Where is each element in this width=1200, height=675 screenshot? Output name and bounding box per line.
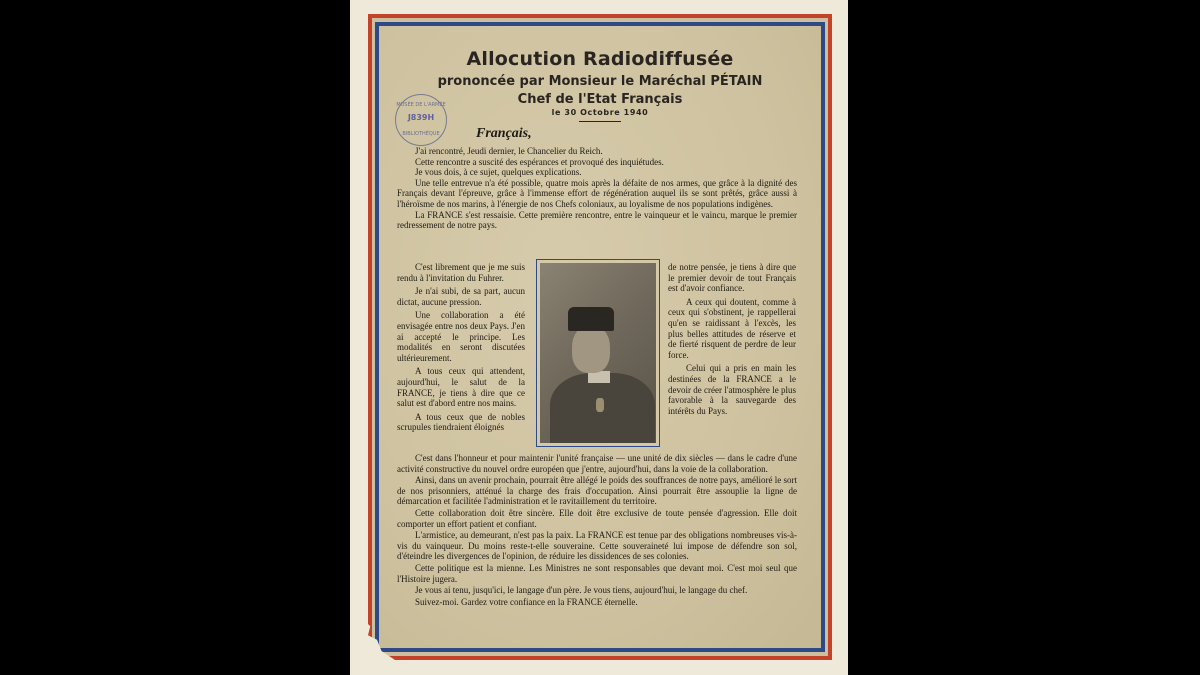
portrait-medal [596, 398, 604, 412]
left-paragraph: A tous ceux qui attendent, aujourd'hui, le salut de la FRANCE, je tiens à dire que ce salut est d'abord entre nos mains. [397, 366, 525, 409]
left-paragraph: Je n'ai subi, de sa part, aucun dictat, aucune pression. [397, 286, 525, 307]
poster-office: Chef de l'Etat Français [517, 92, 683, 107]
closing-paragraph: Ainsi, dans un avenir prochain, pourrait être allégé le poids des souffrances de notre pays, amélioré le sort de nos prisonniers, atténué la charge des frais d'occupation. Ainsi pourrait être assouplie la ligne de démarcation et facilitée l'administration et le ravitaillement du territoire. [397, 475, 797, 507]
library-stamp [395, 94, 447, 146]
intro-paragraph: Je vous dois, à ce sujet, quelques explications. [415, 167, 582, 178]
closing-section [397, 453, 797, 608]
poster-title: Allocution Radiodiffusée [466, 48, 734, 70]
right-paragraph: de notre pensée, je tiens à dire que le premier devoir de tout Français est d'avoir confiance. [668, 262, 796, 294]
portrait-face [572, 325, 610, 373]
salutation: Français, [476, 126, 532, 141]
closing-paragraph: C'est dans l'honneur et pour maintenir l'unité française — une unité de dix siècles — dans le cadre d'une activité constructive du nouvel ordre européen que j'entre, aujourd'hui, dans la voie de la collaboration. [397, 453, 797, 474]
poster-content [379, 26, 821, 648]
left-paragraph: Une collaboration a été envisagée entre nos deux Pays. J'en ai accepté le principe. Les modalités en seront discutées ultérieurement. [397, 310, 525, 363]
stamp-top-text: MUSÉE DE L'ARMÉE [396, 102, 446, 108]
closing-paragraph: L'armistice, au demeurant, n'est pas la paix. La FRANCE est tenue par des obligations nombreuses vis-à-vis du vainqueur. Du moins reste-t-elle souveraine. Cette souveraineté lui impose de défendre son sol, d'éteindre les divergences de l'opinion, de réduire les dissidences de ses colonies. [397, 530, 797, 562]
left-column [397, 262, 525, 436]
intro-paragraph: La FRANCE s'est ressaisie. Cette première rencontre, entre le vainqueur et le vaincu, marque le premier redressement de notre pays. [397, 209, 797, 231]
closing-paragraph: Je vous ai tenu, jusqu'ici, le langage d'un père. Je vous tiens, aujourd'hui, le langage du chef. [415, 585, 748, 596]
intro-paragraph: Cette rencontre a suscité des espérances et provoqué des inquiétudes. [415, 156, 664, 167]
portrait-kepi [568, 307, 614, 331]
left-paragraph: A tous ceux que de nobles scrupules tiendraient éloignés [397, 411, 525, 433]
stamp-number: J839H [407, 113, 435, 122]
date-underline [579, 121, 621, 122]
right-column [668, 262, 796, 419]
poster-date: le 30 Octobre 1940 [551, 108, 649, 117]
right-paragraph: Celui qui a pris en main les destinées de la FRANCE a le devoir de créer l'atmosphère le plus favorable à la sauvegarde des intérêts du Pays. [668, 363, 796, 416]
intro-paragraph: Une telle entrevue n'a été possible, quatre mois après la défaite de nos armes, que grâce à la dignité des Français devant l'épreuve, grâce à l'immense effort de régénération auquel ils se sont prêtés, grâce aussi à l'héroïsme de nos marins, à l'énergie de nos Chefs coloniaux, au loyalisme de nos populations indigènes. [397, 177, 797, 209]
closing-paragraph: Suivez-moi. Gardez votre confiance en la FRANCE éternelle. [415, 596, 638, 607]
closing-paragraph: Cette politique est la mienne. Les Ministres ne sont responsables que devant moi. C'est moi seul que l'Histoire jugera. [397, 562, 797, 584]
closing-paragraph: Cette collaboration doit être sincère. Elle doit être exclusive de toute pensée d'agression. Elle doit comporter un effort patient et confiant. [397, 507, 797, 529]
intro-paragraph: J'ai rencontré, Jeudi dernier, le Chancelier du Reich. [415, 146, 603, 156]
portrait-photo [540, 263, 656, 443]
left-paragraph: C'est librement que je me suis rendu à l'invitation du Fuhrer. [397, 262, 525, 283]
intro-section [397, 146, 797, 231]
right-paragraph: A ceux qui doutent, comme à ceux qui s'obstinent, je rappellerai qu'en se raidissant à l'excès, les plus belles attitudes de réserve et de fierté risquent de perdre de leur force. [668, 296, 796, 360]
portrait-photo-frame [536, 259, 660, 447]
poster-subtitle: prononcée par Monsieur le Maréchal PÉTAIN [437, 74, 763, 89]
stamp-bottom-text: BIBLIOTHÈQUE [402, 131, 440, 137]
